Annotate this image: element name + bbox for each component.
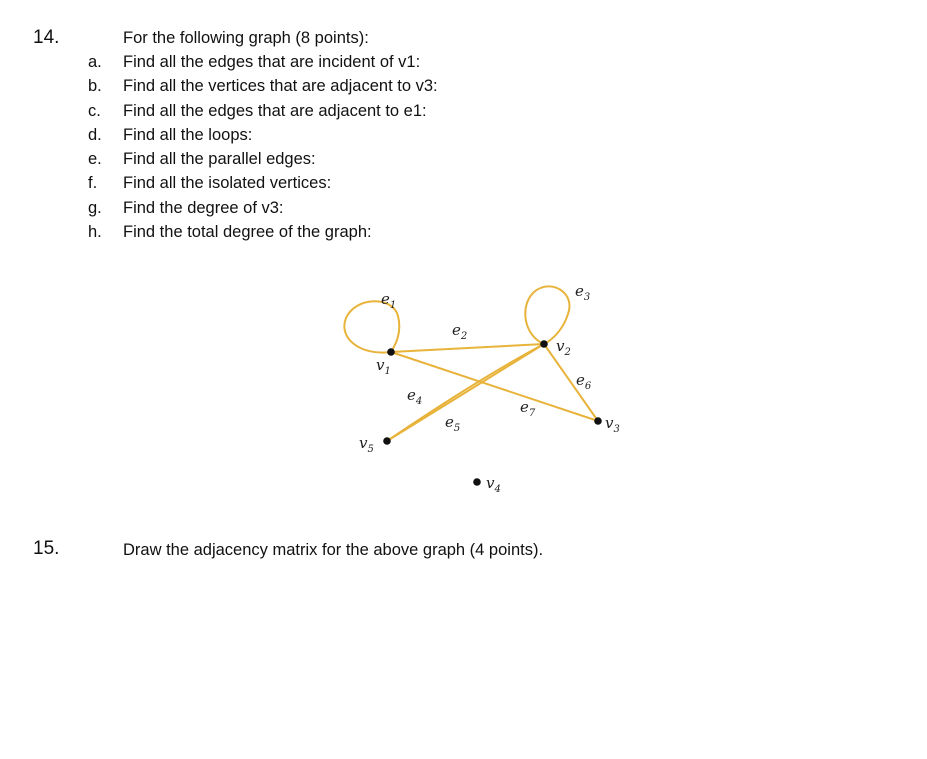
item-text: Find the total degree of the graph: xyxy=(123,223,372,242)
question-14-title: For the following graph (8 points): xyxy=(123,29,369,47)
item-text: Find the degree of v3: xyxy=(123,198,284,217)
label-e2: $e_2$ xyxy=(452,321,468,342)
item-text: Find all the parallel edges: xyxy=(123,150,316,169)
item-letter: b. xyxy=(88,77,102,96)
label-e3: $e_3$ xyxy=(575,282,591,303)
label-v4: $v_4$ xyxy=(486,474,501,495)
label-e6: $e_6$ xyxy=(576,371,592,392)
label-v3: $v_3$ xyxy=(605,414,620,435)
vertex-v1 xyxy=(387,348,395,356)
edge-e4 xyxy=(391,352,598,421)
vertex-v4 xyxy=(473,478,481,486)
vertex-v2 xyxy=(540,340,548,348)
question-15-text: Draw the adjacency matrix for the above graph (4 points). xyxy=(123,541,544,559)
item-letter: c. xyxy=(88,101,101,120)
edge-e2 xyxy=(391,344,544,352)
question-14-number: 14. xyxy=(33,27,60,48)
item-letter: h. xyxy=(88,223,102,242)
label-v1: $v_1$ xyxy=(376,356,391,377)
item-text: Find all the isolated vertices: xyxy=(123,174,332,193)
label-v5: $v_5$ xyxy=(359,434,374,455)
label-e7: $e_7$ xyxy=(520,398,536,419)
label-v2: $v_2$ xyxy=(556,337,571,358)
question-15-number: 15. xyxy=(33,538,60,559)
vertex-v5 xyxy=(383,437,391,445)
item-letter: f. xyxy=(88,174,98,193)
label-e1: $e_1$ xyxy=(381,290,397,311)
item-text: Find all the loops: xyxy=(123,125,253,144)
item-letter: g. xyxy=(88,198,102,217)
label-e5: $e_5$ xyxy=(445,413,461,434)
item-text: Find all the vertices that are adjacent to v3: xyxy=(123,77,438,96)
label-e4: $e_4$ xyxy=(407,386,423,407)
item-text: Find all the edges that are incident of v1: xyxy=(123,53,421,71)
vertex-v3 xyxy=(594,417,602,425)
item-text: Find all the edges that are adjacent to e1: xyxy=(123,101,427,120)
edge-e3-loop xyxy=(525,286,569,344)
item-letter: a. xyxy=(88,53,102,71)
item-letter: d. xyxy=(88,125,102,144)
item-letter: e. xyxy=(88,150,102,169)
